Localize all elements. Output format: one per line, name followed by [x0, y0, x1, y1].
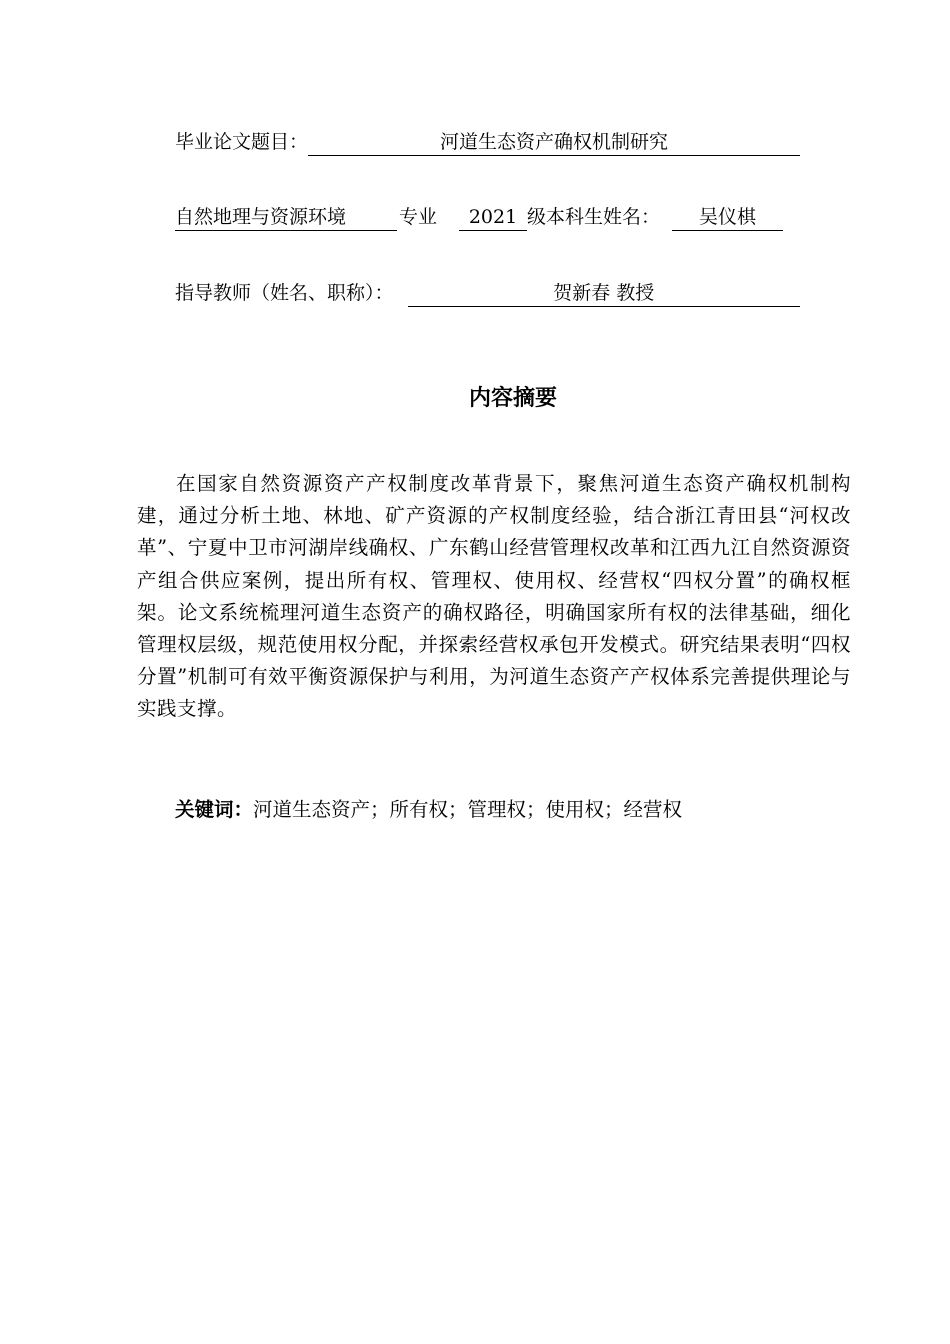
thesis-title-value: 河道生态资产确权机制研究: [308, 129, 800, 156]
advisor-row: [175, 278, 800, 308]
student-name: 吴仪棋: [672, 204, 783, 231]
keywords-value: 河道生态资产；所有权；管理权；使用权；经营权: [253, 798, 683, 821]
keywords-row: [175, 794, 855, 826]
thesis-title-label: 毕业论文题目：: [175, 131, 309, 153]
grade-value: 2021: [459, 204, 527, 231]
major-label: 专业: [399, 206, 438, 228]
keywords-label: 关键词：: [175, 798, 254, 821]
advisor-label: 指导教师（姓名、职称）：: [175, 282, 394, 304]
thesis-title-row: [175, 127, 800, 157]
advisor-value: 贺新春 教授: [408, 280, 800, 307]
abstract-body: 在国家自然资源资产产权制度改革背景下，聚焦河道生态资产确权机制构建，通过分析土地、林地、矿产资源的产权制度经验，结合浙江青田县“河权改革”、宁夏中卫市河湖岸线确权、广东鹤山经营管理权改革和江西九江自然资源资产组合供应案例，提出所有权、管理权、使用权、经营权“四权分置”的确权框架。论文系统梳理河道生态资产的确权路径，明确国家所有权的法律基础，细化管理权层级，规范使用权分配，并探索经营权承包开发模式。研究结果表明“四权分置”机制可有效平衡资源保护与利用，为河道生态资产产权体系完善提供理论与实践支撑。: [137, 472, 851, 721]
student-info-row: [175, 202, 800, 232]
grade-label: 级本科生姓名：: [527, 206, 661, 228]
major-value: 自然地理与资源环境: [175, 204, 397, 231]
abstract-heading: 内容摘要: [468, 386, 557, 411]
